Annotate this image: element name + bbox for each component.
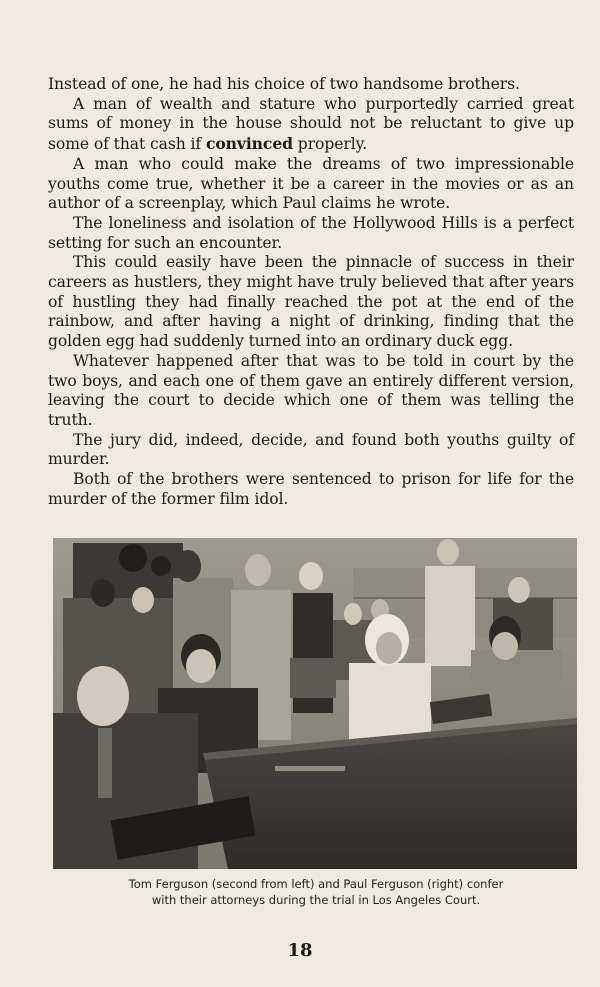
courtroom-photo — [53, 538, 577, 869]
paragraph-text: A man who could make the dreams of two impressionable youths come true, whether it be a career in the movies or as an author of a screenplay, which Paul claims he wrote. — [48, 154, 574, 213]
body-paragraph — [48, 155, 574, 214]
caption-line-1: Tom Ferguson (second from left) and Paul Ferguson (right) confer — [128, 877, 504, 891]
emphasized-word: convinced — [205, 134, 293, 154]
body-paragraph — [48, 253, 574, 352]
page-number: 18 — [287, 940, 313, 961]
photo-caption — [55, 876, 577, 908]
paragraph-text: Instead of one, he had his choice of two handsome brothers. — [48, 75, 520, 93]
paragraph-text: properly. — [292, 135, 368, 154]
body-paragraph — [48, 470, 574, 509]
paragraph-text: Whatever happened after that was to be told in court by the two boys, and each one of them gave an entirely different version, leaving the court to decide which one of them was telling the truth. — [48, 351, 574, 429]
body-text — [48, 75, 574, 509]
body-paragraph — [48, 214, 574, 253]
body-paragraph — [48, 75, 574, 95]
paragraph-text: A man of wealth and stature who purportedly carried great sums of money in the house should not be reluctant to give up some of that cash if — [48, 94, 574, 154]
body-paragraph — [48, 431, 574, 470]
paragraph-text: The jury did, indeed, decide, and found both youths guilty of murder. — [48, 430, 574, 469]
paragraph-text: The loneliness and isolation of the Hollywood Hills is a perfect setting for such an encounter. — [48, 213, 574, 252]
body-paragraph — [48, 352, 574, 431]
paragraph-text: This could easily have been the pinnacle of success in their careers as hustlers, they might have truly believed that after years of hustling they had finally reached the pot at the end of the rainbow, and after having a night of drinking, finding that the golden egg had suddenly turned into an ordinary duck egg. — [48, 253, 574, 351]
body-paragraph — [48, 95, 574, 155]
paragraph-text: Both of the brothers were sentenced to prison for life for the murder of the former film idol. — [48, 470, 574, 508]
caption-line-2: with their attorneys during the trial in Los Angeles Court. — [151, 893, 481, 907]
